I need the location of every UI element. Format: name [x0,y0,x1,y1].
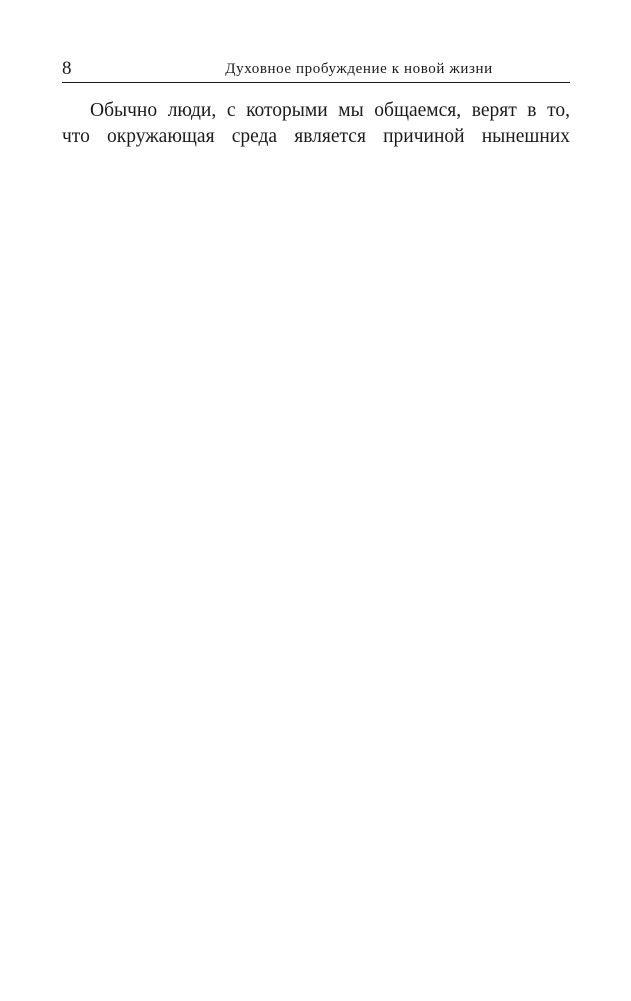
running-header [62,58,570,84]
text-line: Обычно люди, с которыми мы общаемся, верят в то, [90,100,570,121]
text-line: что окружающая среда является причиной нынешних [62,125,570,147]
header-rule [62,82,570,83]
running-title: Духовное пробуждение к новой жизни [225,61,493,77]
page-number: 8 [62,58,72,79]
body-text [62,98,570,149]
